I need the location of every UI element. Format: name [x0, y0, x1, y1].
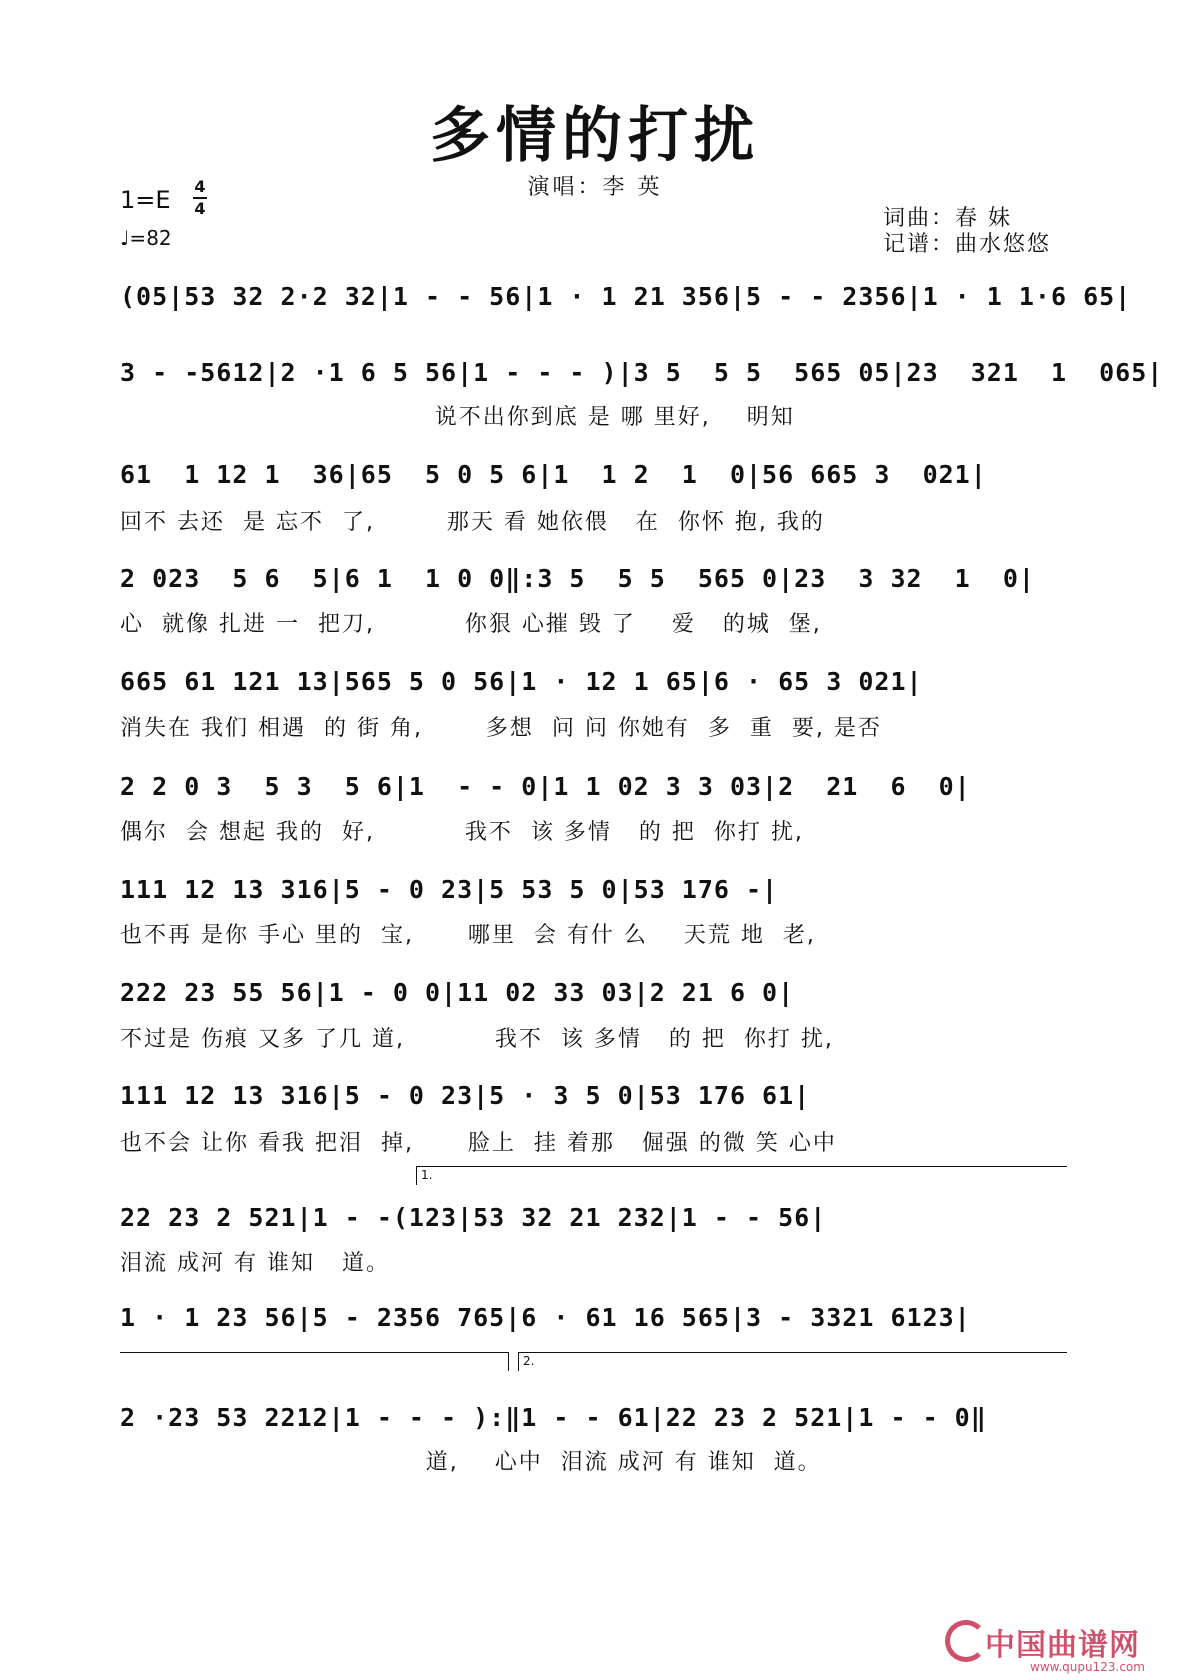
volta-bracket-2: 2. — [518, 1352, 1067, 1371]
lyricist-credit: 词曲：春 妹 — [883, 206, 1012, 231]
notation-line-1: (05|53 32 2·2 32|1 - - 56|1 · 1 21 356|5 - - 2356|1 · 1 1·6 65| — [120, 282, 1132, 311]
notation-line-8: 222 23 55 56|1 - 0 0|11 02 33 03|2 21 6 0| — [120, 978, 795, 1007]
credits-block — [883, 206, 1051, 258]
time-signature — [193, 178, 207, 218]
time-numerator: 4 — [194, 177, 206, 196]
lyric-line-9: 也不会 让你 看我 把泪 掉, 脸上 挂 着那 倔强 的微 笑 心中 — [120, 1131, 837, 1156]
key-signature: 1=E — [120, 186, 171, 214]
singer-credit: 演唱：李 英 — [527, 175, 663, 200]
notation-line-12: 2 ·23 53 2212|1 - - - ):‖1 - - 61|22 23 2 521|1 - - 0‖ — [120, 1403, 987, 1432]
volta-bracket-1-end — [120, 1352, 509, 1371]
notation-line-3: 61 1 12 1 36|65 5 0 5 6|1 1 2 1 0|56 665 3 021| — [120, 460, 987, 489]
notation-line-5: 665 61 121 13|565 5 0 56|1 · 12 1 65|6 · 65 3 021| — [120, 667, 923, 696]
watermark-logo-icon — [945, 1620, 987, 1662]
lyric-line-4: 心 就像 扎进 一 把刀, 你狠 心摧 毁 了 爱 的城 堡, — [120, 612, 822, 637]
notation-line-10: 22 23 2 521|1 - -(123|53 32 21 232|1 - - 56| — [120, 1203, 827, 1232]
lyric-line-5: 消失在 我们 相遇 的 街 角, 多想 问 问 你她有 多 重 要, 是否 — [120, 716, 882, 741]
notation-line-6: 2 2 0 3 5 3 5 6|1 - - 0|1 1 02 3 3 03|2 21 6 0| — [120, 772, 971, 801]
lyric-line-6: 偶尔 会 想起 我的 好, 我不 该 多情 的 把 你打 扰, — [120, 820, 804, 845]
notation-line-4: 2 023 5 6 5|6 1 1 0 0‖:3 5 5 5 565 0|23 3 32 1 0| — [120, 564, 1035, 593]
lyric-line-8: 不过是 伤痕 又多 了几 道, 我不 该 多情 的 把 你打 扰, — [120, 1027, 834, 1052]
notation-line-7: 111 12 13 316|5 - 0 23|5 53 5 0|53 176 -| — [120, 875, 779, 904]
notation-line-2: 3 - -5612|2 ·1 6 5 56|1 - - - )|3 5 5 5 565 05|23 321 1 065| — [120, 358, 1164, 387]
watermark-url: www.qupu123.com — [1030, 1660, 1145, 1674]
time-denominator: 4 — [194, 199, 206, 218]
tempo-marking: ♩=82 — [120, 226, 172, 250]
score-title: 多情的打扰 — [430, 101, 760, 171]
watermark-text: 中国曲谱网 — [985, 1628, 1140, 1663]
volta-bracket-1: 1. — [416, 1166, 1067, 1185]
transcriber-credit: 记谱：曲水悠悠 — [883, 232, 1052, 257]
lyric-line-3: 回不 去还 是 忘不 了, 那天 看 她依偎 在 你怀 抱, 我的 — [120, 510, 825, 535]
lyric-line-10: 泪流 成河 有 谁知 道。 — [120, 1251, 390, 1276]
notation-line-9: 111 12 13 316|5 - 0 23|5 · 3 5 0|53 176 61| — [120, 1081, 811, 1110]
lyric-line-7: 也不再 是你 手心 里的 宝, 哪里 会 有什 么 天荒 地 老, — [120, 923, 816, 948]
lyric-line-2: 说不出你到底 是 哪 里好, 明知 — [120, 405, 795, 430]
lyric-line-12: 道, 心中 泪流 成河 有 谁知 道。 — [120, 1450, 822, 1475]
notation-line-11: 1 · 1 23 56|5 - 2356 765|6 · 61 16 565|3 - 3321 6123| — [120, 1303, 971, 1332]
